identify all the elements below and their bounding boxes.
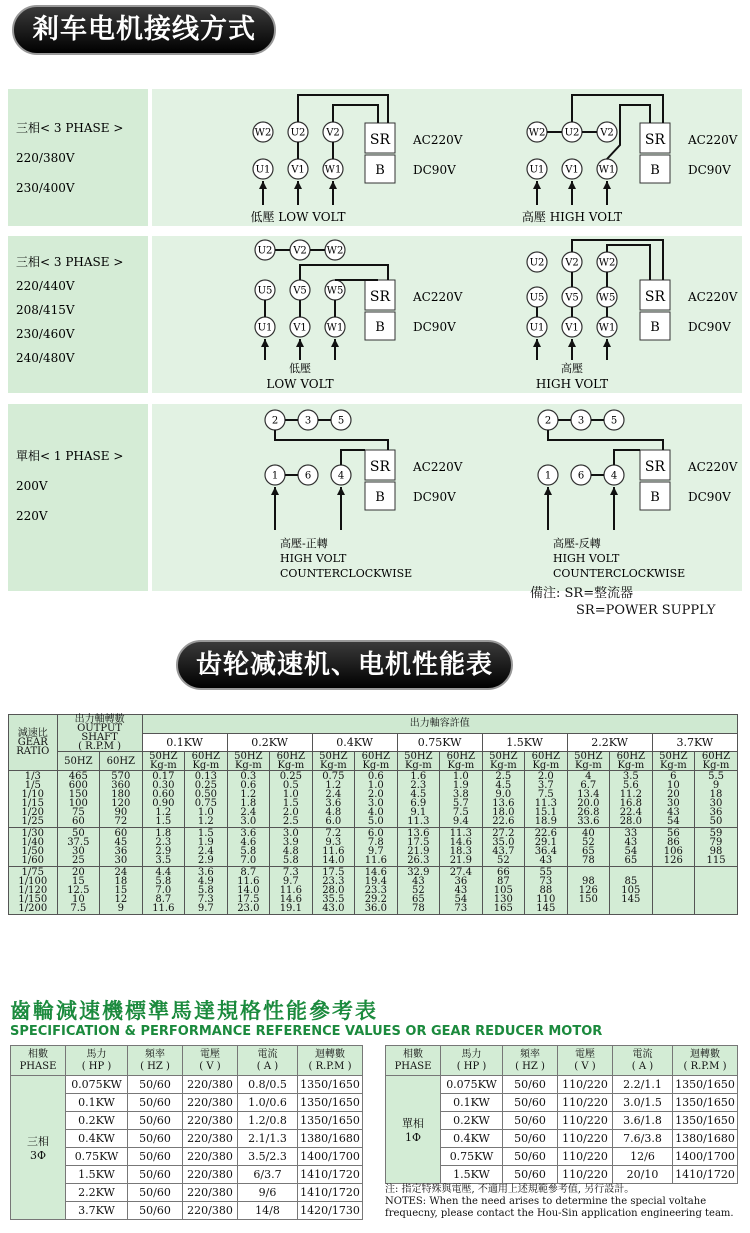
b-label: B xyxy=(650,163,660,178)
caption: HIGH VOLT xyxy=(553,552,620,565)
spec-right-header: 電流 ( A ) xyxy=(613,1046,673,1076)
terminal-label: W2 xyxy=(528,127,546,139)
spec-right-cell: 7.6/3.8 xyxy=(613,1130,673,1148)
perf-value-cell: 66 87 105 130 165 xyxy=(482,867,525,915)
terminal-label: 6 xyxy=(577,470,585,482)
perf-value-cell xyxy=(695,867,738,915)
panel-label: 220/440V xyxy=(16,279,75,293)
perf-header-60hz: 60HZ xyxy=(100,752,143,771)
panel-label: 200V xyxy=(16,479,48,493)
caption: 低壓 xyxy=(289,362,311,375)
spec-right-header: 相數 PHASE xyxy=(386,1046,441,1076)
perf-value-cell: 56 86 106 126 xyxy=(652,828,695,867)
spec-right-cell: 1350/1650 xyxy=(673,1112,738,1130)
perf-header-kgm-60: 60HZ Kg-m xyxy=(270,752,313,771)
b-label: B xyxy=(375,320,385,335)
perf-value-cell: 0.3 0.6 1.2 1.8 2.4 3.0 xyxy=(227,771,270,828)
panel-label: 208/415V xyxy=(16,303,75,317)
terminal-label: 2 xyxy=(271,415,279,427)
perf-value-cell: 33 43 54 65 xyxy=(610,828,653,867)
dc-label: DC90V xyxy=(688,320,731,334)
spec-left-header: 電流 ( A ) xyxy=(238,1046,298,1076)
caption: 高壓-正轉 xyxy=(280,537,328,550)
terminal-label: 5 xyxy=(610,415,618,427)
perf-value-cell: 14.6 19.4 23.3 29.2 36.0 xyxy=(355,867,398,915)
spec-notes xyxy=(385,1184,745,1220)
spec-right-cell: 50/60 xyxy=(503,1076,558,1094)
spec-table-single-phase xyxy=(385,1045,738,1184)
terminal-label: V2 xyxy=(600,127,614,139)
spec-right-header: 馬力 ( HP ) xyxy=(441,1046,503,1076)
spec-left-cell: 3.7KW xyxy=(66,1202,128,1220)
dc-label: DC90V xyxy=(413,320,456,334)
perf-value-cell: 3.6 4.9 5.8 7.3 9.7 xyxy=(185,867,228,915)
terminal-label: W1 xyxy=(324,164,342,176)
spec-right-header: 迴轉數 ( R.P.M ) xyxy=(673,1046,738,1076)
spec-right-cell: 3.6/1.8 xyxy=(613,1112,673,1130)
spec-right-cell: 0.2KW xyxy=(441,1112,503,1130)
spec-left-header: 迴轉數 ( R.P.M ) xyxy=(298,1046,363,1076)
spec-left-header: 電壓 ( V ) xyxy=(183,1046,238,1076)
dc-label: DC90V xyxy=(688,163,731,177)
section-title-brake-wiring: 剎车电机接线方式 xyxy=(12,5,276,55)
ac-label: AC220V xyxy=(413,133,463,147)
sr-label: SR xyxy=(369,289,391,305)
spec-right-cell: 0.4KW xyxy=(441,1130,503,1148)
perf-header-kgm-50: 50HZ Kg-m xyxy=(142,752,185,771)
spec-left-cell: 2.1/1.3 xyxy=(238,1130,298,1148)
terminal-label: V1 xyxy=(565,164,579,176)
perf-value-cell: 6.0 7.8 9.7 11.6 xyxy=(355,828,398,867)
spec-left-cell: 0.4KW xyxy=(66,1130,128,1148)
performance-table xyxy=(8,714,738,915)
perf-value-cell: 7.2 9.3 11.6 14.0 xyxy=(312,828,355,867)
spec-left-cell: 1410/1720 xyxy=(298,1166,363,1184)
perf-value-cell: 3.6 4.6 5.8 7.0 xyxy=(227,828,270,867)
spec-left-cell: 1350/1650 xyxy=(298,1094,363,1112)
terminal-label: 3 xyxy=(577,415,585,427)
caption: COUNTERCLOCKWISE xyxy=(280,567,413,580)
perf-ratio-cell: 1/75 1/100 1/120 1/150 1/200 xyxy=(9,867,58,915)
perf-value-cell: 13.6 17.5 21.9 26.3 xyxy=(397,828,440,867)
panel-label: 三相< 3 PHASE > xyxy=(16,121,124,135)
panel-label-bg xyxy=(8,404,148,591)
terminal-label: W2 xyxy=(254,127,272,139)
perf-value-cell: 1.6 2.3 4.5 6.9 9.1 11.3 xyxy=(397,771,440,828)
spec-left-header: 相數 PHASE xyxy=(11,1046,66,1076)
panel-label: 220V xyxy=(16,509,48,523)
sr-label: SR xyxy=(644,132,666,148)
perf-value-cell: 98 126 150 xyxy=(567,867,610,915)
perf-value-cell: 60 45 36 30 xyxy=(100,828,143,867)
spec-left-cell: 1.2/0.8 xyxy=(238,1112,298,1130)
spec-left-cell: 1420/1730 xyxy=(298,1202,363,1220)
spec-left-cell: 50/60 xyxy=(128,1076,183,1094)
spec-left-phase: 三相 3Φ xyxy=(11,1076,66,1220)
panel-label: 230/460V xyxy=(16,327,75,341)
perf-header-kgm-50: 50HZ Kg-m xyxy=(227,752,270,771)
perf-value-cell: 0.13 0.25 0.50 0.75 1.0 1.2 xyxy=(185,771,228,828)
perf-value-cell: 24 18 15 12 9 xyxy=(100,867,143,915)
terminal-label: U1 xyxy=(529,322,545,334)
perf-value-cell: 0.25 0.5 1.0 1.5 2.0 2.5 xyxy=(270,771,313,828)
dc-label: DC90V xyxy=(688,490,731,504)
perf-value-cell: 8.7 11.6 14.0 17.5 23.0 xyxy=(227,867,270,915)
perf-value-cell: 0.75 1.2 2.4 3.6 4.8 6.0 xyxy=(312,771,355,828)
sr-label: SR xyxy=(644,459,666,475)
caption: LOW VOLT xyxy=(266,377,334,391)
spec-right-cell: 50/60 xyxy=(503,1166,558,1184)
perf-value-cell: 570 360 180 120 90 72 xyxy=(100,771,143,828)
spec-right-cell: 110/220 xyxy=(558,1094,613,1112)
spec-right-cell: 0.075KW xyxy=(441,1076,503,1094)
b-label: B xyxy=(375,163,385,178)
terminal-label: U2 xyxy=(257,245,273,257)
spec-left-cell: 2.2KW xyxy=(66,1184,128,1202)
spec-table-three-phase xyxy=(10,1045,363,1220)
spec-right-cell: 1400/1700 xyxy=(673,1148,738,1166)
terminal-label: 5 xyxy=(337,415,345,427)
perf-header-kgm-50: 50HZ Kg-m xyxy=(312,752,355,771)
spec-left-cell: 50/60 xyxy=(128,1112,183,1130)
perf-value-cell: 1.8 2.3 2.9 3.5 xyxy=(142,828,185,867)
terminal-label: U5 xyxy=(257,285,273,297)
panel-label: 三相< 3 PHASE > xyxy=(16,255,124,269)
spec-left-cell: 1350/1650 xyxy=(298,1076,363,1094)
ac-label: AC220V xyxy=(688,133,738,147)
dc-label: DC90V xyxy=(413,490,456,504)
spec-left-header: 馬力 ( HP ) xyxy=(66,1046,128,1076)
perf-header-torque: 出力軸容許值 xyxy=(142,715,737,734)
perf-value-cell: 27.2 35.0 43.7 52 xyxy=(482,828,525,867)
ac-label: AC220V xyxy=(688,460,738,474)
spec-left-cell: 1.0/0.6 xyxy=(238,1094,298,1112)
perf-ratio-cell: 1/30 1/40 1/50 1/60 xyxy=(9,828,58,867)
panel-label: 單相< 1 PHASE > xyxy=(16,449,124,463)
spec-right-cell: 50/60 xyxy=(503,1130,558,1148)
spec-left-cell: 220/380 xyxy=(183,1184,238,1202)
perf-header-kgm-60: 60HZ Kg-m xyxy=(355,752,398,771)
perf-header-kgm-50: 50HZ Kg-m xyxy=(397,752,440,771)
dc-label: DC90V xyxy=(413,163,456,177)
perf-header-power: 0.4KW xyxy=(312,733,397,752)
terminal-label: U1 xyxy=(529,164,545,176)
spec-right-cell: 50/60 xyxy=(503,1094,558,1112)
perf-header-ratio: 減速比 GEAR RATIO xyxy=(9,715,58,771)
perf-value-cell: 17.5 23.3 28.0 35.5 43.0 xyxy=(312,867,355,915)
perf-header-power: 0.75KW xyxy=(397,733,482,752)
spec-left-cell: 0.75KW xyxy=(66,1148,128,1166)
terminal-label: U2 xyxy=(529,257,545,269)
spec-note-cn: 注: 指定特殊與電壓, 不適用上述規範參考值, 另行設計。 xyxy=(385,1184,635,1195)
spec-right-cell: 0.75KW xyxy=(441,1148,503,1166)
spec-left-cell: 50/60 xyxy=(128,1166,183,1184)
spec-left-cell: 220/380 xyxy=(183,1112,238,1130)
spec-right-cell: 50/60 xyxy=(503,1148,558,1166)
spec-right-cell: 2.2/1.1 xyxy=(613,1076,673,1094)
spec-left-cell: 0.8/0.5 xyxy=(238,1076,298,1094)
wiring-diagrams xyxy=(0,85,750,625)
spec-right-cell: 110/220 xyxy=(558,1130,613,1148)
perf-header-kgm-60: 60HZ Kg-m xyxy=(525,752,568,771)
terminal-label: V2 xyxy=(293,245,307,257)
spec-subtitle: SPECIFICATION & PERFORMANCE REFERENCE VALUES OR GEAR REDUCER MOTOR xyxy=(10,1024,603,1039)
terminal-label: 4 xyxy=(610,470,618,482)
perf-value-cell: 22.6 29.1 36.4 43 xyxy=(525,828,568,867)
spec-left-cell: 6/3.7 xyxy=(238,1166,298,1184)
perf-value-cell: 4 6.7 13.4 20.0 26.8 33.6 xyxy=(567,771,610,828)
perf-header-kgm-50: 50HZ Kg-m xyxy=(567,752,610,771)
terminal-label: V1 xyxy=(565,322,579,334)
sr-label: SR xyxy=(644,289,666,305)
perf-header-50hz: 50HZ xyxy=(57,752,100,771)
terminal-label: V5 xyxy=(565,292,579,304)
spec-right-cell: 1.5KW xyxy=(441,1166,503,1184)
terminal-label: V2 xyxy=(565,257,579,269)
spec-right-cell: 1380/1680 xyxy=(673,1130,738,1148)
spec-left-cell: 3.5/2.3 xyxy=(238,1148,298,1166)
caption: 高壓 HIGH VOLT xyxy=(521,210,623,224)
ac-label: AC220V xyxy=(413,290,463,304)
caption: 高壓-反轉 xyxy=(553,537,601,550)
spec-left-cell: 1.5KW xyxy=(66,1166,128,1184)
terminal-label: V2 xyxy=(326,127,340,139)
perf-value-cell xyxy=(652,867,695,915)
spec-left-cell: 1400/1700 xyxy=(298,1148,363,1166)
terminal-label: V1 xyxy=(293,322,307,334)
perf-value-cell: 0.17 0.30 0.60 0.90 1.2 1.5 xyxy=(142,771,185,828)
spec-left-cell: 50/60 xyxy=(128,1148,183,1166)
perf-value-cell: 55 73 88 110 145 xyxy=(525,867,568,915)
caption: COUNTERCLOCKWISE xyxy=(553,567,686,580)
spec-left-cell: 220/380 xyxy=(183,1076,238,1094)
perf-header-kgm-60: 60HZ Kg-m xyxy=(610,752,653,771)
spec-right-cell: 1410/1720 xyxy=(673,1166,738,1184)
spec-left-cell: 220/380 xyxy=(183,1094,238,1112)
spec-right-cell: 0.1KW xyxy=(441,1094,503,1112)
spec-right-cell: 50/60 xyxy=(503,1112,558,1130)
terminal-label: 4 xyxy=(337,470,345,482)
terminal-label: W5 xyxy=(326,285,344,297)
spec-left-cell: 50/60 xyxy=(128,1202,183,1220)
spec-left-cell: 14/8 xyxy=(238,1202,298,1220)
perf-value-cell: 85 105 145 xyxy=(610,867,653,915)
perf-ratio-cell: 1/3 1/5 1/10 1/15 1/20 1/25 xyxy=(9,771,58,828)
terminal-label: U5 xyxy=(529,292,545,304)
spec-right-cell: 3.0/1.5 xyxy=(613,1094,673,1112)
perf-header-power: 0.1KW xyxy=(142,733,227,752)
terminal-label: 3 xyxy=(304,415,312,427)
perf-value-cell: 0.6 1.0 2.0 3.0 4.0 5.0 xyxy=(355,771,398,828)
spec-note-en: NOTES: When the need arises to determine the special voltahe frequecny, please contact the Hou-Sin application engineering team. xyxy=(385,1196,734,1219)
perf-header-power: 1.5KW xyxy=(482,733,567,752)
sr-label: SR xyxy=(369,459,391,475)
ac-label: AC220V xyxy=(413,460,463,474)
perf-header-kgm-50: 50HZ Kg-m xyxy=(652,752,695,771)
terminal-label: W2 xyxy=(326,245,344,257)
b-label: B xyxy=(650,490,660,505)
perf-value-cell: 27.4 36 43 54 73 xyxy=(440,867,483,915)
section-title-performance: 齿轮减速机、电机性能表 xyxy=(176,640,513,690)
spec-left-header: 頻率 ( HZ ) xyxy=(128,1046,183,1076)
perf-value-cell: 1.0 1.9 3.8 5.7 7.5 9.4 xyxy=(440,771,483,828)
spec-left-cell: 1410/1720 xyxy=(298,1184,363,1202)
sr-label: SR xyxy=(369,132,391,148)
perf-value-cell: 59 79 98 115 xyxy=(695,828,738,867)
perf-value-cell: 2.0 3.7 7.5 11.3 15.1 18.9 xyxy=(525,771,568,828)
spec-left-cell: 0.1KW xyxy=(66,1094,128,1112)
terminal-label: W1 xyxy=(598,322,616,334)
perf-value-cell: 2.5 4.5 9.0 13.6 18.0 22.6 xyxy=(482,771,525,828)
terminal-label: 1 xyxy=(271,470,279,482)
ac-label: AC220V xyxy=(688,290,738,304)
perf-header-kgm-60: 60HZ Kg-m xyxy=(440,752,483,771)
terminal-label: U1 xyxy=(257,322,273,334)
perf-value-cell: 4.4 5.8 7.0 8.7 11.6 xyxy=(142,867,185,915)
terminal-label: W1 xyxy=(598,164,616,176)
terminal-label: 2 xyxy=(544,415,552,427)
spec-left-cell: 50/60 xyxy=(128,1094,183,1112)
b-label: B xyxy=(650,320,660,335)
spec-right-cell: 110/220 xyxy=(558,1148,613,1166)
terminal-label: W2 xyxy=(598,257,616,269)
note-sr-line1: 備注: SR=整流器 xyxy=(530,586,634,601)
caption: HIGH VOLT xyxy=(280,552,347,565)
spec-left-cell: 0.075KW xyxy=(66,1076,128,1094)
panel-label: 230/400V xyxy=(16,181,75,195)
terminal-label: U2 xyxy=(290,127,306,139)
note-sr xyxy=(530,585,716,619)
spec-left-cell: 1350/1650 xyxy=(298,1112,363,1130)
spec-left-cell: 0.2KW xyxy=(66,1112,128,1130)
spec-left-cell: 220/380 xyxy=(183,1202,238,1220)
note-sr-line2: SR=POWER SUPPLY xyxy=(576,603,716,618)
spec-right-cell: 1350/1650 xyxy=(673,1094,738,1112)
caption: HIGH VOLT xyxy=(535,377,609,391)
panel-label: 240/480V xyxy=(16,351,75,365)
spec-left-cell: 9/6 xyxy=(238,1184,298,1202)
perf-value-cell: 5.5 9 18 30 36 50 xyxy=(695,771,738,828)
perf-value-cell: 50 37.5 30 25 xyxy=(57,828,100,867)
spec-left-cell: 220/380 xyxy=(183,1130,238,1148)
spec-right-cell: 110/220 xyxy=(558,1076,613,1094)
spec-right-header: 電壓 ( V ) xyxy=(558,1046,613,1076)
perf-value-cell: 20 15 12.5 10 7.5 xyxy=(57,867,100,915)
perf-header-kgm-60: 60HZ Kg-m xyxy=(695,752,738,771)
spec-left-cell: 50/60 xyxy=(128,1184,183,1202)
spec-left-cell: 50/60 xyxy=(128,1130,183,1148)
perf-value-cell: 3.5 5.6 11.2 16.8 22.4 28.0 xyxy=(610,771,653,828)
spec-left-cell: 220/380 xyxy=(183,1166,238,1184)
terminal-label: U2 xyxy=(564,127,580,139)
spec-right-cell: 1350/1650 xyxy=(673,1076,738,1094)
terminal-label: W1 xyxy=(326,322,344,334)
spec-left-cell: 1380/1680 xyxy=(298,1130,363,1148)
perf-value-cell: 465 600 150 100 75 60 xyxy=(57,771,100,828)
perf-header-power: 3.7KW xyxy=(652,733,737,752)
perf-value-cell: 1.5 1.9 2.4 2.9 xyxy=(185,828,228,867)
spec-right-phase: 單相 1Φ xyxy=(386,1076,441,1184)
terminal-label: 6 xyxy=(304,470,312,482)
caption: 高壓 xyxy=(561,362,583,375)
terminal-label: U1 xyxy=(255,164,271,176)
perf-value-cell: 32.9 43 52 65 78 xyxy=(397,867,440,915)
panel-label: 220/380V xyxy=(16,151,75,165)
perf-header-kgm-50: 50HZ Kg-m xyxy=(482,752,525,771)
perf-header-speed: 出力軸轉數 OUTPUT SHAFT ( R.P.M ) xyxy=(57,715,142,752)
perf-value-cell: 11.3 14.6 18.3 21.9 xyxy=(440,828,483,867)
perf-header-power: 2.2KW xyxy=(567,733,652,752)
perf-header-power: 0.2KW xyxy=(227,733,312,752)
caption: 低壓 LOW VOLT xyxy=(250,210,346,224)
perf-header-kgm-60: 60HZ Kg-m xyxy=(185,752,228,771)
spec-left-cell: 220/380 xyxy=(183,1148,238,1166)
spec-right-cell: 110/220 xyxy=(558,1112,613,1130)
terminal-label: V1 xyxy=(291,164,305,176)
spec-right-cell: 110/220 xyxy=(558,1166,613,1184)
spec-right-cell: 20/10 xyxy=(613,1166,673,1184)
spec-right-cell: 12/6 xyxy=(613,1148,673,1166)
perf-value-cell: 7.3 9.7 11.6 14.6 19.1 xyxy=(270,867,313,915)
terminal-label: 1 xyxy=(544,470,552,482)
perf-value-cell: 3.0 3.9 4.8 5.8 xyxy=(270,828,313,867)
terminal-label: V5 xyxy=(293,285,307,297)
spec-title: 齒輪減速機標準馬達規格性能參考表 xyxy=(10,999,378,1023)
terminal-label: W5 xyxy=(598,292,616,304)
b-label: B xyxy=(375,490,385,505)
spec-right-header: 頻率 ( HZ ) xyxy=(503,1046,558,1076)
perf-value-cell: 6 10 20 30 43 54 xyxy=(652,771,695,828)
perf-value-cell: 40 52 65 78 xyxy=(567,828,610,867)
